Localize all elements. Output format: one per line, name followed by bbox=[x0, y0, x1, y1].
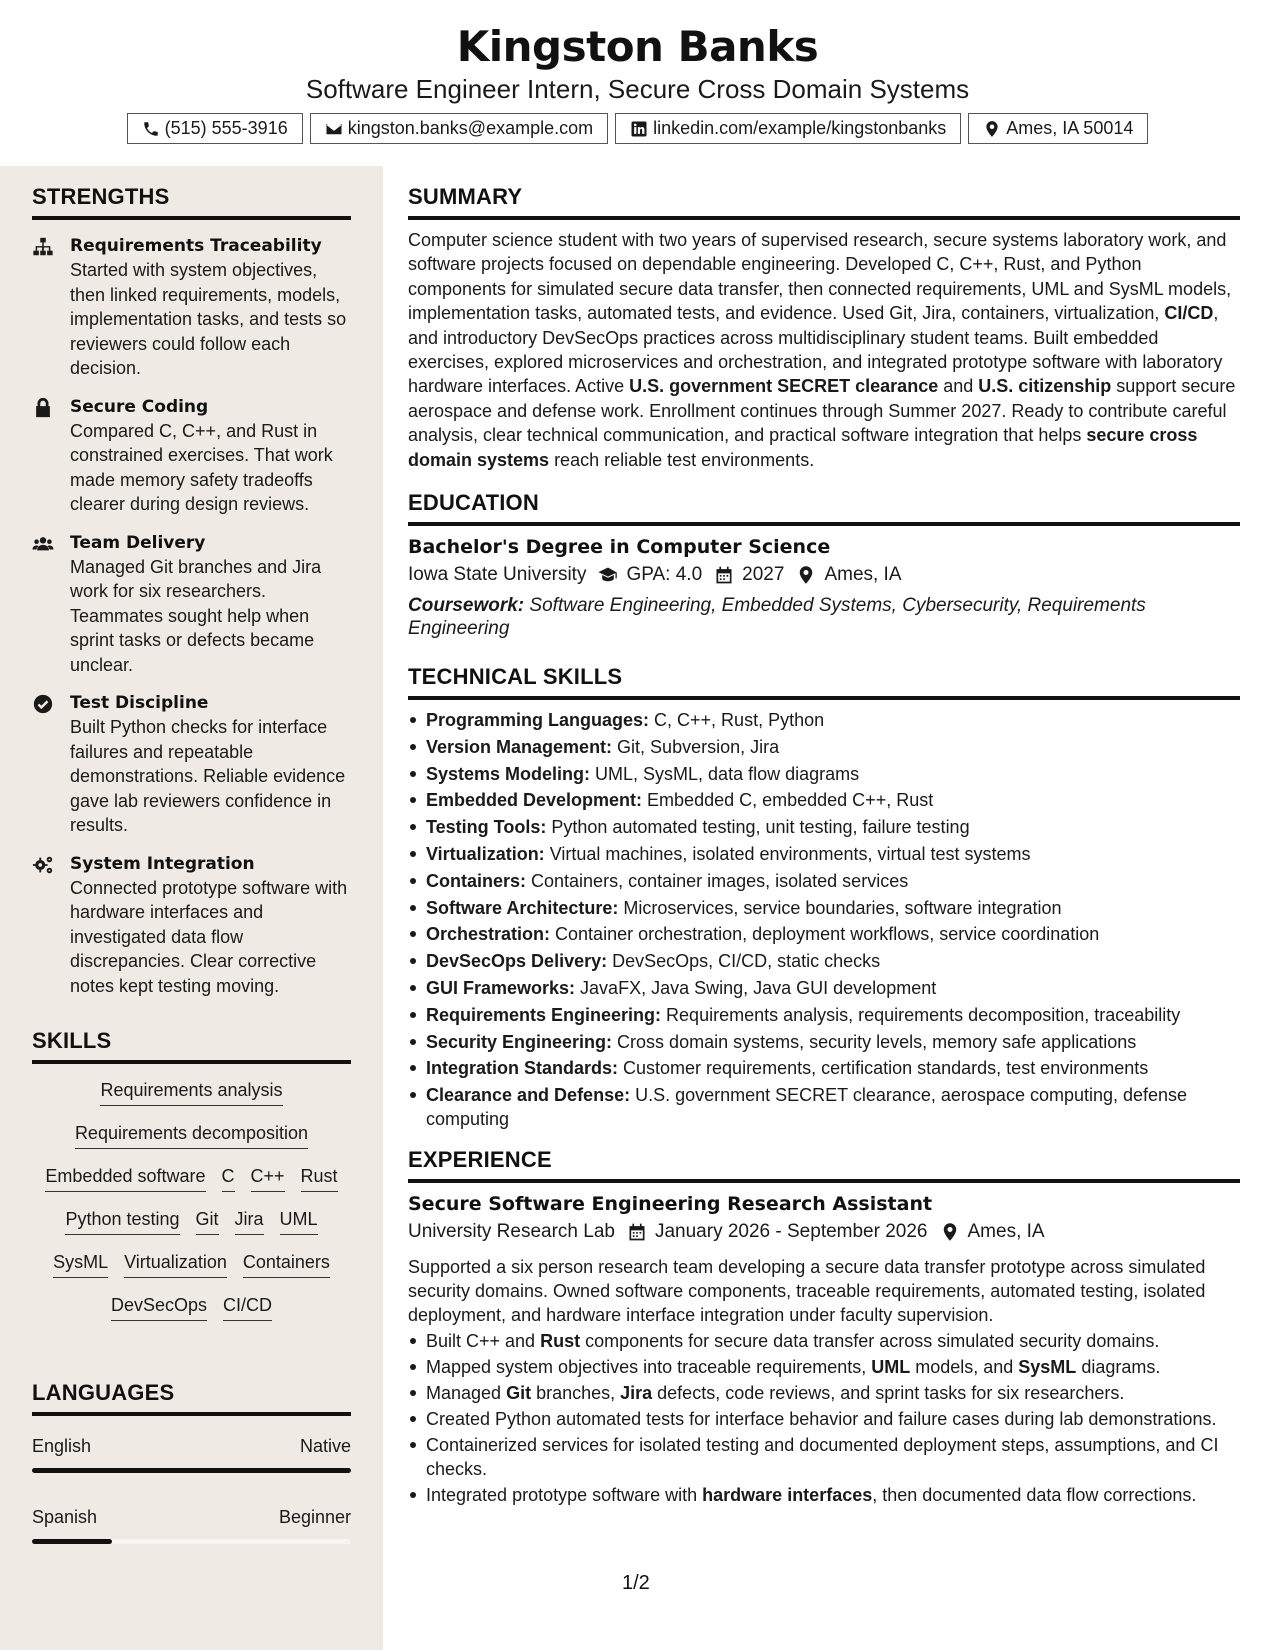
list-item: Created Python automated tests for interface behavior and failure cases during lab demonstrations. bbox=[408, 1407, 1240, 1431]
list-item: Testing Tools: Python automated testing, unit testing, failure testing bbox=[408, 815, 1240, 839]
map-marker-icon bbox=[796, 565, 816, 585]
list-item: Version Management: Git, Subversion, Jira bbox=[408, 735, 1240, 759]
contact-phone[interactable] bbox=[127, 113, 303, 144]
phone-text: (515) 555-3916 bbox=[164, 118, 288, 138]
job-title: Secure Software Engineering Research Assistant bbox=[408, 1193, 933, 1216]
skill-tag: Python testing bbox=[65, 1207, 179, 1235]
coursework: Coursework: Software Engineering, Embedded Systems, Cybersecurity, Requirements Engineering bbox=[408, 595, 1146, 640]
skill-tag: Requirements decomposition bbox=[75, 1121, 308, 1149]
skill-tag: Containers bbox=[243, 1250, 330, 1278]
list-item: Clearance and Defense: U.S. government SECRET clearance, aerospace computing, defense computing bbox=[408, 1083, 1240, 1131]
languages-heading: LANGUAGES bbox=[32, 1380, 351, 1416]
technical-skills-section bbox=[408, 664, 1240, 1131]
skill-tag: SysML bbox=[53, 1250, 108, 1278]
list-item: Integrated prototype software with hardware interfaces, then documented data flow corrections. bbox=[408, 1483, 1240, 1507]
language-item bbox=[32, 1505, 351, 1544]
strength-desc: Compared C, C++, and Rust in constrained exercises. That work made memory safety tradeoffs clearer during design reviews. bbox=[70, 420, 333, 514]
list-item: Requirements Engineering: Requirements analysis, requirements decomposition, traceability bbox=[408, 1003, 1240, 1027]
main-content bbox=[408, 166, 1240, 1509]
contact-email[interactable] bbox=[310, 113, 608, 144]
strength-item bbox=[32, 395, 351, 517]
skill-tag: UML bbox=[280, 1207, 318, 1235]
skills-heading: SKILLS bbox=[32, 1028, 351, 1064]
skill-tag: C bbox=[222, 1164, 235, 1192]
list-item: Orchestration: Container orchestration, deployment workflows, service coordination bbox=[408, 922, 1240, 946]
envelope-icon bbox=[325, 120, 343, 138]
users-icon bbox=[32, 533, 54, 555]
contact-location[interactable] bbox=[968, 113, 1148, 144]
sidebar bbox=[0, 166, 383, 1650]
job-org: University Research Lab bbox=[408, 1221, 615, 1243]
language-level: Beginner bbox=[278, 1507, 351, 1527]
list-item: Security Engineering: Cross domain systems, security levels, memory safe applications bbox=[408, 1030, 1240, 1054]
strength-title: Test Discipline bbox=[70, 693, 209, 713]
list-item: Virtualization: Virtual machines, isolated environments, virtual test systems bbox=[408, 842, 1240, 866]
language-bar bbox=[32, 1539, 351, 1544]
gpa: GPA: 4.0 bbox=[626, 564, 703, 586]
list-item: Containerized services for isolated testing and documented deployment steps, assumptions, and CI checks. bbox=[408, 1433, 1240, 1481]
resume-header bbox=[0, 0, 1275, 166]
strength-item bbox=[32, 691, 351, 838]
language-name: English bbox=[32, 1436, 92, 1456]
strength-desc: Built Python checks for interface failures and repeatable demonstrations. Reliable evidence gave lab reviewers confidence in results. bbox=[70, 717, 346, 835]
school-name: Iowa State University bbox=[408, 564, 587, 586]
skill-tag: DevSecOps bbox=[111, 1293, 207, 1321]
check-circle-icon bbox=[32, 693, 54, 715]
job-dates: January 2026 - September 2026 bbox=[654, 1221, 928, 1243]
degree-title: Bachelor's Degree in Computer Science bbox=[408, 536, 831, 559]
linkedin-icon bbox=[630, 120, 648, 138]
candidate-name: Kingston Banks bbox=[456, 22, 819, 71]
skill-tag: C++ bbox=[251, 1164, 285, 1192]
strength-item bbox=[32, 852, 351, 999]
language-name: Spanish bbox=[32, 1507, 98, 1527]
strength-item bbox=[32, 531, 351, 678]
strength-desc: Started with system objectives, then linked requirements, models, implementation tasks, and tests so reviewers could follow each decision. bbox=[70, 260, 347, 378]
skill-tag: Git bbox=[196, 1207, 219, 1235]
email-text: kingston.banks@example.com bbox=[347, 118, 594, 138]
summary-text: Computer science student with two years of supervised research, secure systems laboratory work, and software projects focused on dependable engineering. Developed C, C++, Rust, and Python components for simulated secure data transfer, then connected requirements, UML and SysML models, implementation tasks, automated tests, and evidence. Used Git, Jira, containers, virtualization, CI/CD, and introductory DevSecOps practices across multidisciplinary student teams. Built embedded exercises, explored microservices and orchestration, and integrated prototype software with laboratory hardware interfaces. Active U.S. government SECRET clearance and U.S. citizenship support secure aerospace and defense work. Enrollment continues through Summer 2027. Ready to contribute careful analysis, clear technical communication, and practical software integration that helps secure cross domain systems reach reliable test environments. bbox=[408, 230, 1236, 470]
strength-desc: Connected prototype software with hardware interfaces and investigated data flow discrepancies. Clear corrective notes kept testing moving. bbox=[70, 877, 348, 996]
contact-linkedin[interactable] bbox=[615, 113, 961, 144]
education-section bbox=[408, 490, 1240, 640]
list-item: Embedded Development: Embedded C, embedded C++, Rust bbox=[408, 788, 1240, 812]
skill-tag: Jira bbox=[235, 1207, 264, 1235]
language-fill bbox=[32, 1539, 112, 1544]
list-item: Built C++ and Rust components for secure data transfer across simulated security domains. bbox=[408, 1329, 1240, 1353]
list-item: Containers: Containers, container images, isolated services bbox=[408, 869, 1240, 893]
summary-heading: SUMMARY bbox=[408, 184, 1240, 220]
phone-icon bbox=[142, 120, 160, 138]
calendar-icon bbox=[627, 1222, 647, 1242]
strength-item bbox=[32, 234, 351, 381]
experience-heading: EXPERIENCE bbox=[408, 1147, 1240, 1183]
skills-section bbox=[32, 1028, 351, 1336]
page-number: 1/2 bbox=[622, 1572, 650, 1594]
technical-skills-list bbox=[408, 708, 1240, 1131]
list-item: Programming Languages: C, C++, Rust, Python bbox=[408, 708, 1240, 732]
skills-list bbox=[32, 1078, 351, 1321]
strength-title: Team Delivery bbox=[70, 532, 206, 553]
skill-tag: Requirements analysis bbox=[100, 1078, 282, 1106]
languages-section bbox=[32, 1380, 351, 1544]
job-location: Ames, IA bbox=[967, 1221, 1045, 1243]
list-item: Systems Modeling: UML, SysML, data flow diagrams bbox=[408, 762, 1240, 786]
map-marker-icon bbox=[983, 120, 1001, 138]
sitemap-icon bbox=[32, 236, 54, 258]
strengths-section bbox=[32, 184, 351, 998]
experience-section bbox=[408, 1147, 1240, 1507]
language-bar bbox=[32, 1468, 351, 1473]
education-meta bbox=[408, 564, 1240, 586]
candidate-role: Software Engineer Intern, Secure Cross Domain Systems bbox=[305, 74, 970, 104]
graduation-cap-icon bbox=[598, 565, 618, 585]
language-level: Native bbox=[299, 1436, 351, 1456]
location-text: Ames, IA 50014 bbox=[1006, 118, 1134, 138]
job-description: Supported a six person research team developing a secure data transfer prototype across simulated security domains. Owned software components, traceable requirements, automated testing, isolated deployment, and hardware interface integration under faculty supervision. bbox=[408, 1257, 1206, 1326]
language-fill bbox=[32, 1468, 351, 1473]
job-meta bbox=[408, 1221, 1240, 1243]
education-heading: EDUCATION bbox=[408, 490, 1240, 526]
list-item: Mapped system objectives into traceable requirements, UML models, and SysML diagrams. bbox=[408, 1355, 1240, 1379]
map-marker-icon bbox=[940, 1222, 960, 1242]
skill-tag: CI/CD bbox=[223, 1293, 272, 1321]
strength-desc: Managed Git branches and Jira work for six researchers. Teammates sought help when sprint tasks or defects became unclear. bbox=[70, 556, 322, 675]
job-bullets bbox=[408, 1329, 1240, 1507]
list-item: Managed Git branches, Jira defects, code reviews, and sprint tasks for six researchers. bbox=[408, 1381, 1240, 1405]
grad-year: 2027 bbox=[742, 564, 785, 586]
contact-bar bbox=[0, 113, 1275, 144]
language-item bbox=[32, 1434, 351, 1473]
strength-title: Requirements Traceability bbox=[70, 236, 322, 256]
linkedin-text: linkedin.com/example/kingstonbanks bbox=[653, 118, 947, 138]
summary-section bbox=[408, 184, 1240, 472]
list-item: GUI Frameworks: JavaFX, Java Swing, Java GUI development bbox=[408, 976, 1240, 1000]
strength-title: System Integration bbox=[70, 853, 255, 874]
skill-tag: Rust bbox=[301, 1164, 338, 1192]
calendar-icon bbox=[714, 565, 734, 585]
technical-skills-heading: TECHNICAL SKILLS bbox=[408, 664, 1240, 700]
list-item: Software Architecture: Microservices, service boundaries, software integration bbox=[408, 896, 1240, 920]
school-location: Ames, IA bbox=[824, 564, 902, 586]
gears-icon bbox=[32, 854, 54, 876]
list-item: DevSecOps Delivery: DevSecOps, CI/CD, static checks bbox=[408, 949, 1240, 973]
skill-tag: Embedded software bbox=[45, 1164, 205, 1192]
strengths-heading: STRENGTHS bbox=[32, 184, 351, 220]
list-item: Integration Standards: Customer requirements, certification standards, test environments bbox=[408, 1056, 1240, 1080]
strength-title: Secure Coding bbox=[70, 396, 209, 417]
lock-icon bbox=[32, 397, 54, 419]
skill-tag: Virtualization bbox=[124, 1250, 227, 1278]
